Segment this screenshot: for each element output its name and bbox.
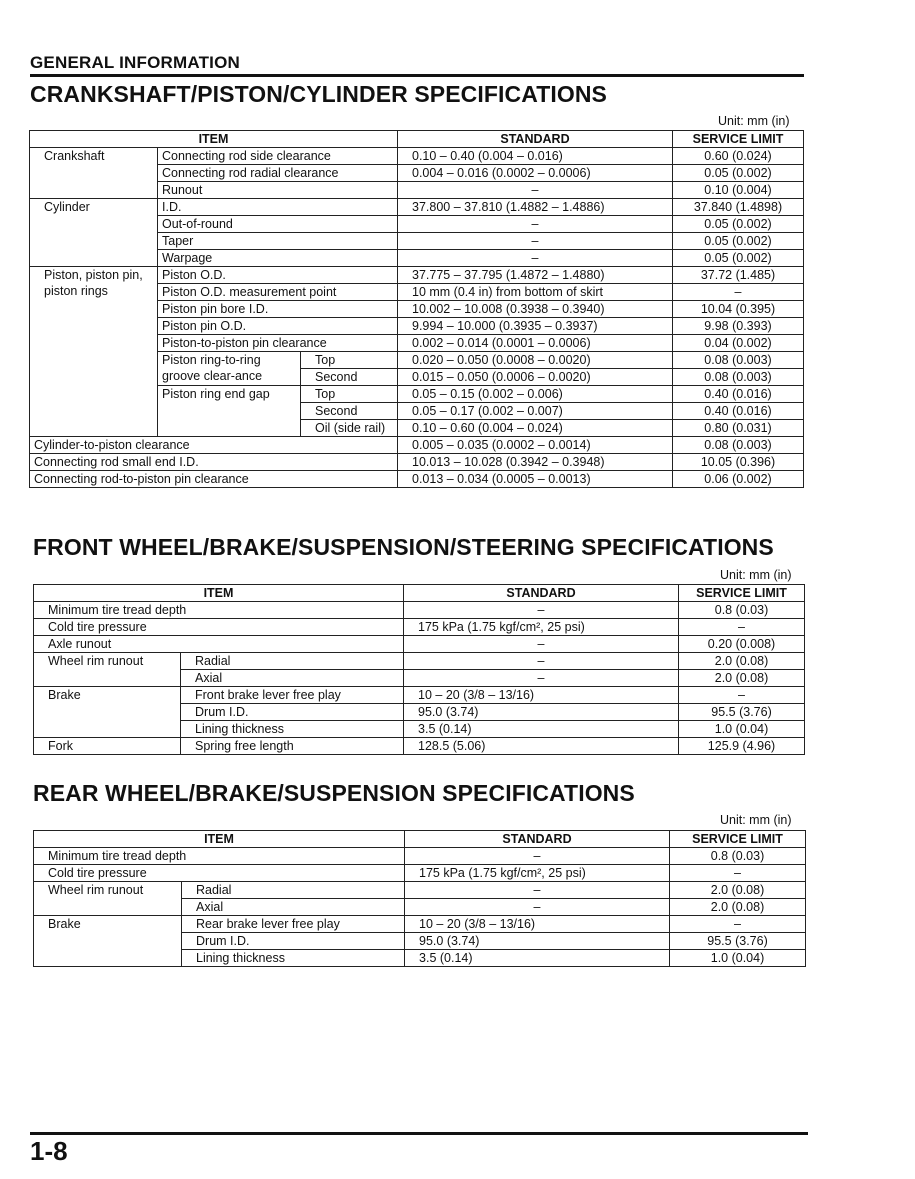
item-cell: Piston O.D. — [158, 267, 398, 284]
item-cell: Piston pin O.D. — [158, 318, 398, 335]
item-cell: Radial — [181, 653, 404, 670]
standard-cell: – — [404, 602, 679, 619]
footer-rule — [30, 1132, 808, 1135]
standard-cell: 175 kPa (1.75 kgf/cm², 25 psi) — [404, 619, 679, 636]
col-header-service-limit: SERVICE LIMIT — [679, 585, 805, 602]
item-cell: Out-of-round — [158, 216, 398, 233]
standard-cell: 0.002 – 0.014 (0.0001 – 0.0006) — [398, 335, 673, 352]
crank-spec-table — [29, 130, 804, 488]
standard-cell: – — [398, 182, 673, 199]
standard-cell: 0.05 – 0.15 (0.002 – 0.006) — [398, 386, 673, 403]
standard-cell: 0.10 – 0.40 (0.004 – 0.016) — [398, 148, 673, 165]
group-label: Crankshaft — [30, 148, 158, 199]
front-section-title: FRONT WHEEL/BRAKE/SUSPENSION/STEERING SPECIFICATIONS — [33, 534, 774, 560]
table-row — [30, 199, 804, 216]
page-number: 1-8 — [30, 1136, 68, 1166]
standard-cell: 0.05 – 0.17 (0.002 – 0.007) — [398, 403, 673, 420]
sub-item-cell: Oil (side rail) — [301, 420, 398, 437]
limit-cell: 1.0 (0.04) — [679, 721, 805, 738]
front-spec-table — [33, 584, 805, 755]
header-rule — [30, 74, 804, 77]
standard-cell: 0.015 – 0.050 (0.0006 – 0.0020) — [398, 369, 673, 386]
limit-cell: 0.80 (0.031) — [673, 420, 804, 437]
limit-cell: 0.40 (0.016) — [673, 403, 804, 420]
group-label: Wheel rim runout — [34, 653, 181, 687]
limit-cell: 1.0 (0.04) — [670, 950, 806, 967]
table-row — [30, 148, 804, 165]
limit-cell: – — [673, 284, 804, 301]
table-row — [30, 437, 804, 454]
item-cell: Axle runout — [34, 636, 404, 653]
limit-cell: 0.05 (0.002) — [673, 216, 804, 233]
standard-cell: 0.020 – 0.050 (0.0008 – 0.0020) — [398, 352, 673, 369]
rear-unit-label: Unit: mm (in) — [720, 813, 792, 827]
col-header-standard: STANDARD — [404, 585, 679, 602]
standard-cell: 9.994 – 10.000 (0.3935 – 0.3937) — [398, 318, 673, 335]
item-cell: Piston O.D. measurement point — [158, 284, 398, 301]
item-cell: Lining thickness — [181, 721, 404, 738]
col-header-service-limit: SERVICE LIMIT — [670, 831, 806, 848]
item-cell: Spring free length — [181, 738, 404, 755]
item-cell: Axial — [181, 670, 404, 687]
table-row — [34, 619, 805, 636]
group-label: Brake — [34, 687, 181, 738]
table-header-row — [30, 131, 804, 148]
standard-cell: 95.0 (3.74) — [405, 933, 670, 950]
table-header-row — [34, 831, 806, 848]
standard-cell: 10 – 20 (3/8 – 13/16) — [404, 687, 679, 704]
limit-cell: 0.60 (0.024) — [673, 148, 804, 165]
col-header-item: ITEM — [30, 131, 398, 148]
standard-cell: – — [398, 250, 673, 267]
limit-cell: 125.9 (4.96) — [679, 738, 805, 755]
standard-cell: – — [405, 882, 670, 899]
limit-cell: 0.08 (0.003) — [673, 352, 804, 369]
rear-section-title: REAR WHEEL/BRAKE/SUSPENSION SPECIFICATIONS — [33, 780, 635, 806]
standard-cell: – — [398, 216, 673, 233]
limit-cell: 95.5 (3.76) — [679, 704, 805, 721]
standard-cell: 0.013 – 0.034 (0.0005 – 0.0013) — [398, 471, 673, 488]
limit-cell: 2.0 (0.08) — [670, 882, 806, 899]
table-row — [34, 848, 806, 865]
limit-cell: 0.04 (0.002) — [673, 335, 804, 352]
item-cell: Axial — [182, 899, 405, 916]
sub-item-cell: Second — [301, 403, 398, 420]
item-cell: Minimum tire tread depth — [34, 602, 404, 619]
col-header-standard: STANDARD — [398, 131, 673, 148]
standard-cell: 0.10 – 0.60 (0.004 – 0.024) — [398, 420, 673, 437]
item-cell: Warpage — [158, 250, 398, 267]
limit-cell: 0.20 (0.008) — [679, 636, 805, 653]
front-unit-label: Unit: mm (in) — [720, 568, 792, 582]
limit-cell: 0.05 (0.002) — [673, 233, 804, 250]
limit-cell: 0.05 (0.002) — [673, 250, 804, 267]
group-label: Cylinder — [30, 199, 158, 267]
standard-cell: – — [405, 899, 670, 916]
limit-cell: 0.8 (0.03) — [670, 848, 806, 865]
group-label: Wheel rim runout — [34, 882, 182, 916]
standard-cell: 128.5 (5.06) — [404, 738, 679, 755]
item-cell: Cold tire pressure — [34, 865, 405, 882]
item-cell: Drum I.D. — [181, 704, 404, 721]
table-row — [34, 916, 806, 933]
standard-cell: 0.004 – 0.016 (0.0002 – 0.0006) — [398, 165, 673, 182]
item-cell: Minimum tire tread depth — [34, 848, 405, 865]
standard-cell: 10 – 20 (3/8 – 13/16) — [405, 916, 670, 933]
item-cell: Rear brake lever free play — [182, 916, 405, 933]
item-cell: Runout — [158, 182, 398, 199]
limit-cell: 9.98 (0.393) — [673, 318, 804, 335]
page-title: CRANKSHAFT/PISTON/CYLINDER SPECIFICATIONS — [30, 81, 607, 107]
crank-unit-label: Unit: mm (in) — [718, 114, 790, 128]
limit-cell: 0.08 (0.003) — [673, 437, 804, 454]
item-cell: Piston ring end gap — [158, 386, 301, 437]
sub-item-cell: Top — [301, 352, 398, 369]
limit-cell: 95.5 (3.76) — [670, 933, 806, 950]
standard-cell: 0.005 – 0.035 (0.0002 – 0.0014) — [398, 437, 673, 454]
standard-cell: 10.013 – 10.028 (0.3942 – 0.3948) — [398, 454, 673, 471]
section-label: GENERAL INFORMATION — [30, 53, 240, 72]
item-cell: Piston ring-to-ring groove clear-ance — [158, 352, 301, 386]
standard-cell: 3.5 (0.14) — [404, 721, 679, 738]
standard-cell: 175 kPa (1.75 kgf/cm², 25 psi) — [405, 865, 670, 882]
item-cell: Radial — [182, 882, 405, 899]
col-header-standard: STANDARD — [405, 831, 670, 848]
item-cell: Connecting rod radial clearance — [158, 165, 398, 182]
group-label: Piston, piston pin, piston rings — [30, 267, 158, 437]
table-header-row — [34, 585, 805, 602]
limit-cell: 10.05 (0.396) — [673, 454, 804, 471]
limit-cell: 37.840 (1.4898) — [673, 199, 804, 216]
table-row — [34, 653, 805, 670]
item-cell: Lining thickness — [182, 950, 405, 967]
col-header-item: ITEM — [34, 831, 405, 848]
col-header-service-limit: SERVICE LIMIT — [673, 131, 804, 148]
limit-cell: 0.06 (0.002) — [673, 471, 804, 488]
limit-cell: 0.08 (0.003) — [673, 369, 804, 386]
table-row — [34, 602, 805, 619]
limit-cell: – — [670, 916, 806, 933]
item-cell: Piston pin bore I.D. — [158, 301, 398, 318]
item-cell: Taper — [158, 233, 398, 250]
table-row — [34, 636, 805, 653]
sub-item-cell: Second — [301, 369, 398, 386]
sub-item-cell: Top — [301, 386, 398, 403]
limit-cell: – — [679, 619, 805, 636]
standard-cell: 37.775 – 37.795 (1.4872 – 1.4880) — [398, 267, 673, 284]
standard-cell: – — [404, 670, 679, 687]
standard-cell: – — [404, 653, 679, 670]
table-row — [34, 865, 806, 882]
item-cell: Front brake lever free play — [181, 687, 404, 704]
limit-cell: – — [679, 687, 805, 704]
standard-cell: 37.800 – 37.810 (1.4882 – 1.4886) — [398, 199, 673, 216]
standard-cell: 10 mm (0.4 in) from bottom of skirt — [398, 284, 673, 301]
standard-cell: – — [404, 636, 679, 653]
rear-spec-table — [33, 830, 806, 967]
group-label: Fork — [34, 738, 181, 755]
table-row — [34, 738, 805, 755]
standard-cell: – — [405, 848, 670, 865]
table-row — [30, 454, 804, 471]
limit-cell: 10.04 (0.395) — [673, 301, 804, 318]
item-cell: Cylinder-to-piston clearance — [30, 437, 398, 454]
limit-cell: 0.40 (0.016) — [673, 386, 804, 403]
item-cell: Drum I.D. — [182, 933, 405, 950]
standard-cell: 95.0 (3.74) — [404, 704, 679, 721]
standard-cell: 10.002 – 10.008 (0.3938 – 0.3940) — [398, 301, 673, 318]
col-header-item: ITEM — [34, 585, 404, 602]
item-cell: I.D. — [158, 199, 398, 216]
limit-cell: – — [670, 865, 806, 882]
limit-cell: 0.05 (0.002) — [673, 165, 804, 182]
item-cell: Cold tire pressure — [34, 619, 404, 636]
standard-cell: 3.5 (0.14) — [405, 950, 670, 967]
item-cell: Connecting rod small end I.D. — [30, 454, 398, 471]
limit-cell: 2.0 (0.08) — [670, 899, 806, 916]
limit-cell: 2.0 (0.08) — [679, 653, 805, 670]
limit-cell: 2.0 (0.08) — [679, 670, 805, 687]
limit-cell: 0.10 (0.004) — [673, 182, 804, 199]
table-row — [30, 267, 804, 284]
limit-cell: 37.72 (1.485) — [673, 267, 804, 284]
item-cell: Connecting rod-to-piston pin clearance — [30, 471, 398, 488]
standard-cell: – — [398, 233, 673, 250]
limit-cell: 0.8 (0.03) — [679, 602, 805, 619]
table-row — [34, 687, 805, 704]
group-label: Brake — [34, 916, 182, 967]
table-row — [34, 882, 806, 899]
item-cell: Connecting rod side clearance — [158, 148, 398, 165]
table-row — [30, 471, 804, 488]
item-cell: Piston-to-piston pin clearance — [158, 335, 398, 352]
